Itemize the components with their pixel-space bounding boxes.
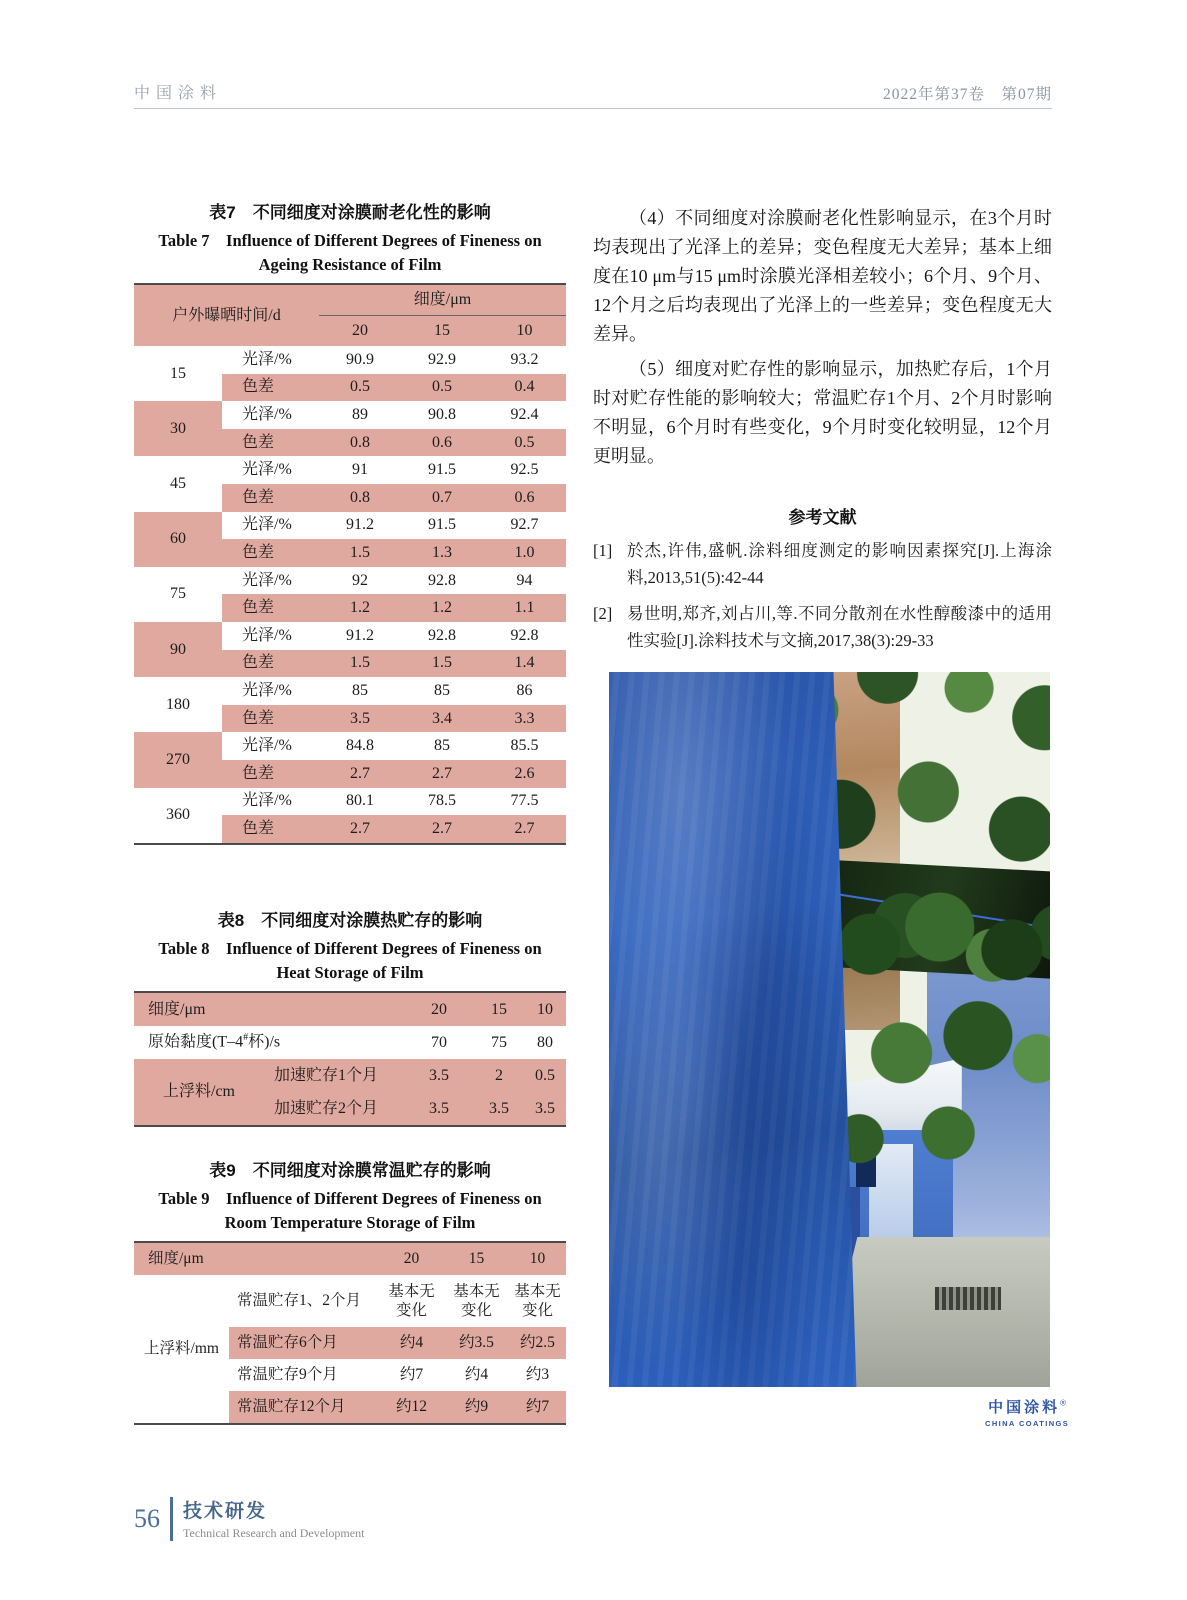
table7-cd-label: 色差 [222,705,319,733]
table7-col-group: 细度/μm [319,284,566,316]
table7-time-cell: 45 [170,474,186,492]
viscosity-label-pre: 原始黏度(T–4 [148,1033,244,1051]
reference-number: [2] [593,604,613,623]
table7-col-time: 户外曝晒时间/d [172,306,281,324]
table8-title-en1: Table 8 Influence of Different Degrees of Fineness on [158,939,542,958]
reference-text: 於杰,许伟,盛帆.涂料细度测定的影响因素探究[J].上海涂料,2013,51(5):42-44 [627,541,1052,587]
table7-cd-value: 1.1 [483,594,566,622]
table7-gloss-label: 光泽/% [242,461,292,479]
table7-cd-value: 0.6 [401,429,483,457]
table7-time-cell: 30 [134,401,222,456]
table9-col-10: 10 [529,1250,546,1268]
table7-gloss-value: 92.7 [510,516,539,534]
table7-col-20: 20 [352,322,369,339]
table8-section [134,906,566,1127]
table8-col-20: 20 [431,1000,448,1018]
right-column [593,198,1052,654]
page-footer [134,1496,364,1541]
table7-time-cell: 360 [166,806,190,824]
table7-gloss-value: 90.9 [346,350,375,368]
table8-value: 3.5 [429,1099,450,1117]
table7-cd-value: 2.7 [319,815,401,844]
table7-gloss-label: 光泽/% [242,350,292,368]
viscosity-label-sup: # [243,1032,249,1044]
table7-cd-value: 0.8 [319,429,401,457]
viscosity-label-post: 杯)/s [248,1033,281,1051]
table7-title-cn: 表7 不同细度对涂膜耐老化性的影响 [209,203,491,222]
table8-row2-value: 80 [537,1033,554,1051]
table9-sub-label: 常温贮存6个月 [229,1327,379,1359]
table7-time-cell: 180 [166,695,190,713]
reference-number: [1] [593,541,613,560]
table7 [134,283,566,845]
table7-gloss-value: 91 [352,461,369,479]
vine-foliage-mid [838,887,1050,1173]
table7-gloss-value: 94 [516,571,533,589]
table7-cd-value: 1.5 [319,539,401,567]
table9-value: 约12 [379,1391,444,1424]
table7-gloss-label: 光泽/% [242,516,292,534]
table7-gloss-label: 光泽/% [242,681,292,699]
table8 [134,991,566,1127]
issue-info: 2022年第37卷 第07期 [882,86,1052,103]
table7-cd-value: 1.2 [401,594,483,622]
table7-gloss-value: 78.5 [428,792,457,810]
table7-time-cell: 75 [170,585,186,603]
blue-wall-foreground [609,672,865,1387]
table9-value: 约3 [525,1366,550,1384]
table7-gloss-value: 92.5 [510,461,539,479]
reference-item [593,600,1052,654]
table7-title-en1: Table 7 Influence of Different Degrees of Fineness on [158,231,542,250]
table9-value: 约2.5 [509,1327,566,1359]
table7-gloss-value: 91.5 [428,461,457,479]
table7-gloss-value: 92.8 [510,626,539,644]
table7-gloss-value: 91.2 [346,516,375,534]
table9-value: 约4 [464,1366,489,1384]
table8-sub-label: 加速贮存1个月 [274,1066,379,1084]
table9-title-en2: Room Temperature Storage of Film [224,1213,476,1232]
table7-gloss-value: 92.8 [428,571,457,589]
table8-col-10: 10 [537,1000,554,1018]
table7-cd-label: 色差 [222,539,319,567]
table7-cd-value: 3.5 [319,705,401,733]
table8-value: 2 [495,1066,504,1084]
table7-gloss-label: 光泽/% [242,571,292,589]
table7-cd-value: 3.3 [483,705,566,733]
table7-section [134,198,566,845]
table7-cd-label: 色差 [222,429,319,457]
table7-gloss-value: 80.1 [346,792,375,810]
table9 [134,1241,566,1425]
registered-mark-icon: ® [1060,1398,1067,1408]
table8-row1-label: 细度/μm [148,1000,206,1018]
drain-grate [935,1287,1001,1310]
footer-divider-bar [170,1497,173,1541]
table8-value: 3.5 [489,1099,510,1117]
table7-gloss-value: 92.8 [428,626,457,644]
table9-value: 基本无变化 [514,1282,561,1319]
table8-row2-value: 75 [491,1033,508,1051]
table7-cd-value: 1.3 [401,539,483,567]
table7-time-cell: 90 [134,622,222,677]
table9-row1-label: 细度/μm [148,1250,204,1268]
table7-cd-value: 3.4 [401,705,483,733]
table7-cd-label: 色差 [222,650,319,678]
section-name-cn: 技术研发 [183,1501,268,1522]
table7-cd-label: 色差 [222,594,319,622]
table9-value: 约3.5 [444,1327,509,1359]
table7-time-cell: 60 [134,512,222,567]
table9-value: 约7 [399,1366,424,1384]
table7-cd-value: 0.5 [401,374,483,402]
paragraph-4: （4）不同细度对涂膜耐老化性影响显示，在3个月时均表现出了光泽上的差异；变色程度无大差异；基本上细度在10 μm与15 μm时涂膜光泽相差较小；6个月、9个月、12个月之后均表现出了光泽上的一些差异；变色程度无大差异。 [593,208,1052,344]
table7-cd-value: 0.8 [319,484,401,512]
journal-name: 中国涂料 [134,85,223,102]
china-coatings-logo [985,1396,1069,1428]
reference-text: 易世明,郑齐,刘占川,等.不同分散剂在水性醇酸漆中的适用性实验[J].涂料技术与文摘,2017,38(3):29-33 [627,604,1052,650]
table7-body [134,346,566,844]
table7-gloss-value: 92 [352,571,369,589]
table7-time-cell: 270 [134,732,222,787]
table7-cd-value: 0.4 [483,374,566,402]
references-heading: 参考文献 [788,508,857,527]
table8-col-15: 15 [491,1000,508,1018]
page-number: 56 [134,1503,160,1533]
table7-time-cell: 15 [170,364,186,382]
table8-row2-value: 70 [431,1033,448,1051]
table7-cd-value: 1.2 [319,594,401,622]
table7-gloss-label: 光泽/% [242,405,292,423]
table7-cd-label: 色差 [222,484,319,512]
table9-value: 约4 [379,1327,444,1359]
table9-side-label: 上浮料/mm [144,1340,219,1358]
table7-cd-value: 2.6 [483,760,566,788]
table9-sub-label: 常温贮存9个月 [237,1366,338,1384]
table7-gloss-value: 91.2 [346,626,375,644]
table8-value: 0.5 [535,1066,556,1084]
table7-gloss-value: 89 [352,405,369,423]
table7-gloss-value: 91.5 [428,516,457,534]
table7-cd-value: 2.7 [483,815,566,844]
reference-item [593,537,1052,591]
table7-cd-label: 色差 [222,815,319,844]
table9-value: 基本无变化 [388,1282,435,1319]
table9-sub-label: 常温贮存12个月 [229,1391,379,1424]
table7-col-10: 10 [516,322,533,339]
table7-gloss-value: 90.8 [428,405,457,423]
table7-gloss-value: 93.2 [510,350,539,368]
table7-gloss-value: 86 [516,681,533,699]
table7-cd-value: 1.5 [319,650,401,678]
table7-gloss-value: 85 [434,681,451,699]
table7-gloss-value: 85 [352,681,369,699]
table7-gloss-value: 84.8 [346,737,375,755]
table7-cd-value: 0.5 [483,429,566,457]
table9-value: 约7 [509,1391,566,1424]
table9-col-15: 15 [468,1250,485,1268]
table7-title-en2: Ageing Resistance of Film [258,255,442,274]
table9-section [134,1156,566,1425]
table8-side-label: 上浮料/cm [163,1083,235,1100]
table7-gloss-label: 光泽/% [242,792,292,810]
table8-value: 3.5 [535,1099,556,1117]
table8-title-cn: 表8 不同细度对涂膜热贮存的影响 [217,911,483,930]
table7-cd-value: 2.7 [401,815,483,844]
table9-value: 约9 [444,1391,509,1424]
table8-title-en2: Heat Storage of Film [276,963,424,982]
table7-cd-value: 2.7 [401,760,483,788]
table9-title-en1: Table 9 Influence of Different Degrees of Fineness on [158,1189,542,1208]
table7-gloss-value: 92.4 [510,405,539,423]
table7-cd-value: 0.5 [319,374,401,402]
table7-cd-value: 1.0 [483,539,566,567]
table7-gloss-value: 92.9 [428,350,457,368]
section-name-en: Technical Research and Development [183,1526,365,1540]
logo-cn-text: 中国涂料 [988,1399,1061,1416]
table8-sub-label: 加速贮存2个月 [274,1099,379,1117]
table7-cd-value: 2.7 [319,760,401,788]
table9-title-cn: 表9 不同细度对涂膜常温贮存的影响 [209,1161,491,1180]
table7-cd-label: 色差 [222,374,319,402]
table8-value: 3.5 [429,1066,450,1084]
header-rule [134,108,1052,109]
alley-photo [609,672,1050,1387]
table7-gloss-value: 85.5 [510,737,539,755]
table7-gloss-value: 77.5 [510,792,539,810]
table7-cd-value: 0.7 [401,484,483,512]
table7-cd-value: 0.6 [483,484,566,512]
table9-sub-label: 常温贮存1、2个月 [237,1292,362,1310]
table7-gloss-label: 光泽/% [242,737,292,755]
table7-cd-value: 1.4 [483,650,566,678]
table9-col-20: 20 [403,1250,420,1268]
table9-value: 基本无变化 [453,1282,500,1319]
table8-row2-label [134,1026,404,1059]
logo-en-text: CHINA COATINGS [985,1419,1070,1428]
paragraph-5: （5）细度对贮存性的影响显示，加热贮存后，1个月时对贮存性能的影响较大；常温贮存1个月、2个月时影响不明显，6个月时有些变化，9个月时变化较明显，12个月更明显。 [593,359,1052,466]
table7-cd-value: 1.5 [401,650,483,678]
table7-gloss-value: 85 [434,737,451,755]
table7-cd-label: 色差 [222,760,319,788]
table7-gloss-label: 光泽/% [242,626,292,644]
table7-col-15: 15 [434,322,451,339]
